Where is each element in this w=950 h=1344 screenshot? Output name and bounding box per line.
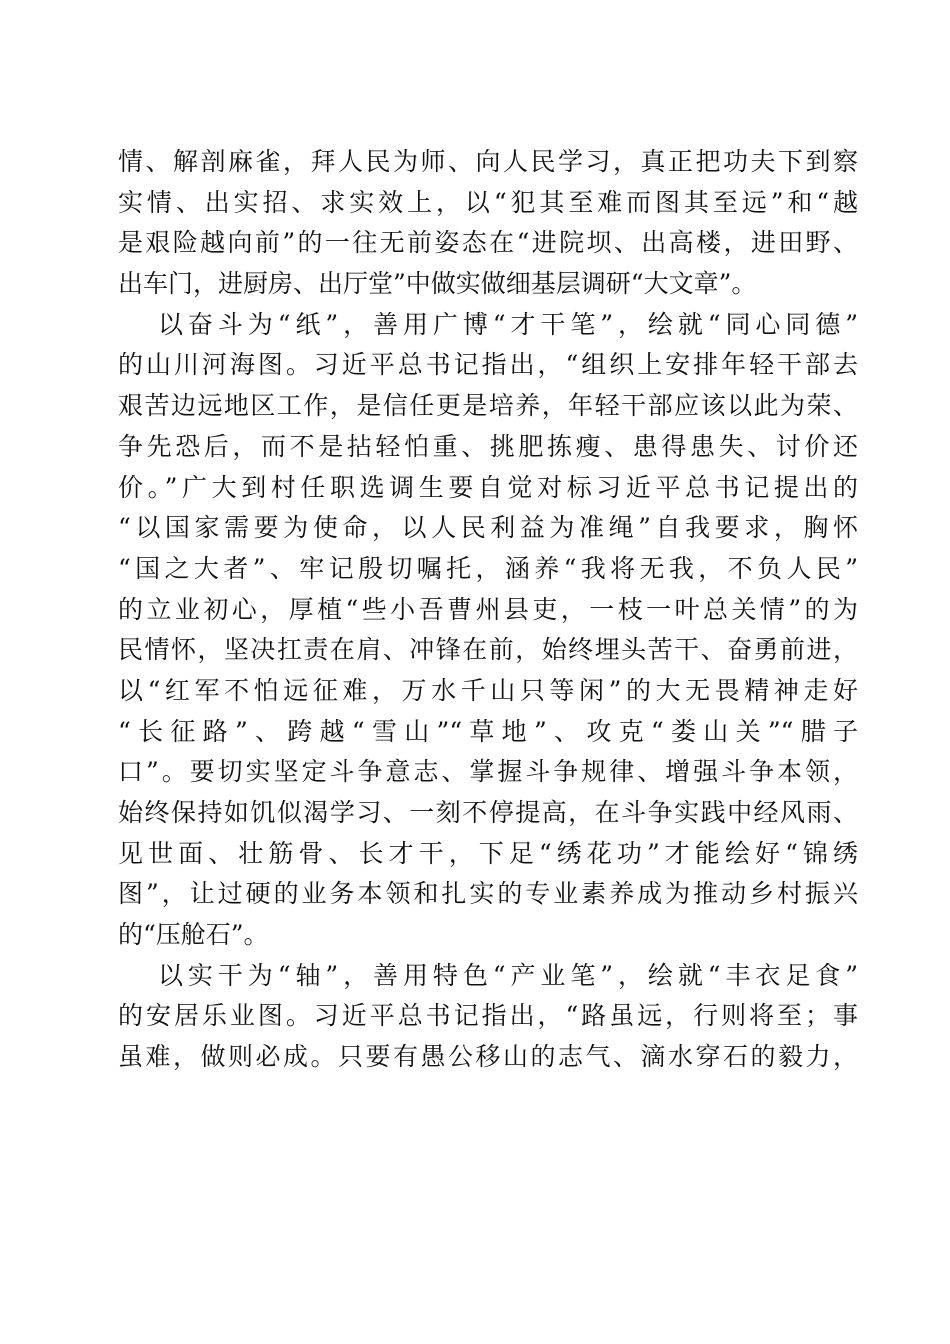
text-line: 艰苦边远地区工作，是信任更是培养，年轻干部应该以此为荣、 xyxy=(118,391,858,421)
text-line: 情、解剖麻雀，拜人民为师、向人民学习，真正把功夫下到察 xyxy=(118,147,858,176)
text-line: 的山川河海图。习近平总书记指出，“组织上安排年轻干部去 xyxy=(118,350,858,380)
text-line: 以“红军不怕远征难，万水千山只等闲”的大无畏精神走好 xyxy=(118,675,858,705)
text-line: 是艰险越向前”的一往无前姿态在“进院坝、出高楼，进田野、 xyxy=(118,228,858,258)
body-text xyxy=(118,142,858,1078)
text-line: 图”，让过硬的业务本领和扎实的专业素养成为推动乡村振兴 xyxy=(118,879,858,909)
text-line: 见世面、壮筋骨、长才干，下足“绣花功”才能绘好“锦绣 xyxy=(118,838,858,868)
text-line: “国之大者”、牢记殷切嘱托，涵养“我将无我，不负人民” xyxy=(118,553,858,583)
text-line: 始终保持如饥似渴学习、一刻不停提高，在斗争实践中经风雨、 xyxy=(118,798,858,827)
text-line: 虽难，做则必成。只要有愚公移山的志气、滴水穿石的毅力， xyxy=(118,1042,858,1072)
text-line: 价。”广大到村任职选调生要自觉对标习近平总书记提出的 xyxy=(118,472,858,502)
text-line: “以国家需要为使命，以人民利益为准绳”自我要求，胸怀 xyxy=(118,513,858,543)
text-line: 的立业初心，厚植“些小吾曹州县吏，一枝一叶总关情”的为 xyxy=(118,594,858,624)
text-line: 的“压舱石”。 xyxy=(118,920,269,950)
text-line: 实情、出实招、求实效上，以“犯其至难而图其至远”和“越 xyxy=(118,187,858,217)
text-line: 的安居乐业图。习近平总书记指出，“路虽远，行则将至；事 xyxy=(118,1001,858,1031)
text-line: 口”。要切实坚定斗争意志、掌握斗争规律、增强斗争本领， xyxy=(118,757,858,787)
text-line: 民情怀，坚决扛责在肩、冲锋在前，始终埋头苦干、奋勇前进， xyxy=(118,635,858,665)
text-line: 争先恐后，而不是拈轻怕重、挑肥拣瘦、患得患失、讨价还 xyxy=(118,431,858,461)
text-line: “长征路”、跨越“雪山”“草地”、攻克“娄山关”“腊子 xyxy=(118,716,858,746)
text-line: 出车门，进厨房、出厅堂”中做实做细基层调研“大文章”。 xyxy=(118,269,757,299)
paragraph-first-line: 以奋斗为“纸”，善用广博“才干笔”，绘就“同心同德” xyxy=(158,309,858,339)
paragraph-first-line: 以实干为“轴”，善用特色“产业笔”，绘就“丰衣足食” xyxy=(158,960,858,990)
